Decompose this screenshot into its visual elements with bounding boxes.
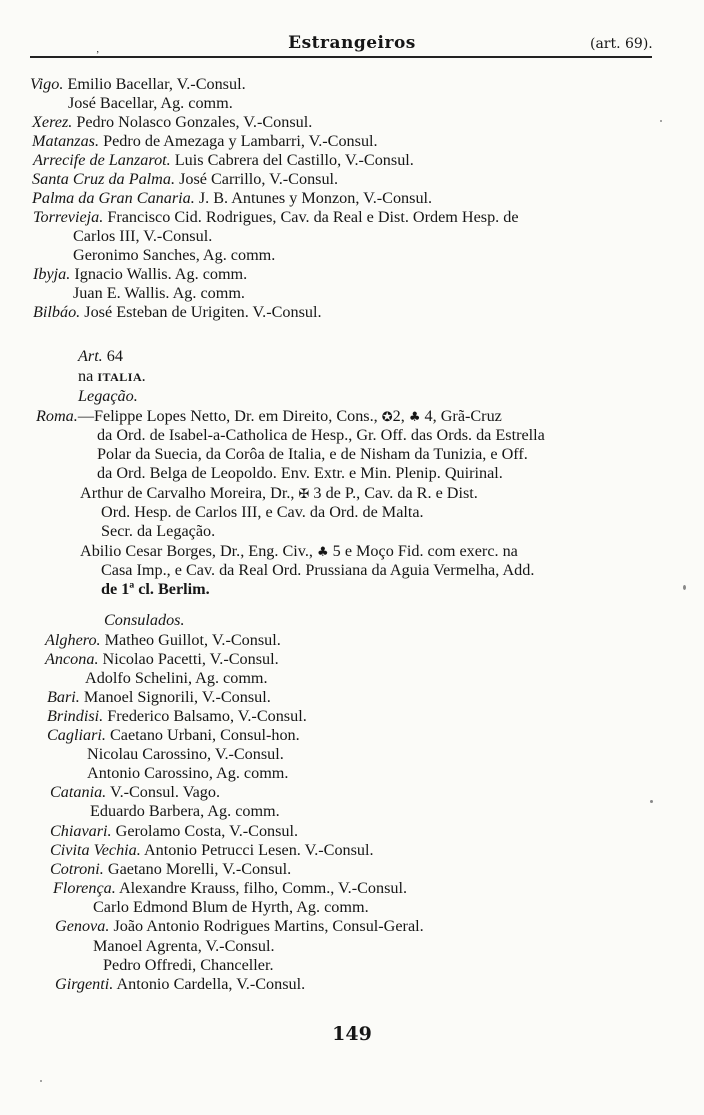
text-line [32, 189, 432, 208]
header-rule [30, 56, 652, 58]
entry-text: Antonio Carossino, Ag. comm. [87, 764, 289, 782]
text-line [32, 132, 378, 151]
text-line [90, 802, 280, 821]
place-name: Santa Cruz da Palma. [32, 170, 176, 188]
entry-text: Pedro Nolasco Gonzales, V.-Consul. [72, 113, 313, 131]
entry-text: 4, Grã-Cruz [420, 407, 502, 425]
entry-text: Ord. Hesp. de Carlos III, e Cav. da Ord. de Malta. [101, 503, 424, 521]
place-name: Brindisi. [47, 707, 104, 725]
entry-text: J. B. Antunes y Monzon, V.-Consul. [194, 189, 433, 207]
scan-speck [40, 1080, 42, 1082]
text-line [78, 387, 138, 406]
entry-text: Frederico Balsamo, V.-Consul. [103, 707, 307, 725]
entry-text: Francisco Cid. Rodrigues, Cav. da Real e Dist. Ordem Hesp. de [103, 208, 519, 226]
text-line [33, 151, 414, 170]
text-line [78, 347, 123, 366]
entry-text: Carlo Edmond Blum de Hyrth, Ag. comm. [93, 898, 369, 916]
text-line [78, 367, 146, 387]
text-line [33, 303, 322, 322]
text-line [85, 669, 268, 688]
text-line [97, 426, 545, 445]
place-name: Girgenti. [55, 975, 114, 993]
entry-text: Adolfo Schelini, Ag. comm. [85, 669, 268, 687]
text-line [101, 580, 210, 599]
place-name: Xerez. [32, 113, 73, 131]
scan-speck [660, 120, 662, 122]
entry-text: José Bacellar, Ag. comm. [68, 94, 233, 112]
entry-text: Antonio Cardella, V.-Consul. [113, 975, 306, 993]
text-line [101, 503, 424, 522]
text-line [47, 726, 300, 745]
place-name: Florença. [53, 879, 116, 897]
entry-text: Polar da Suecia, da Corôa de Italia, e de Nisham da Tunizia, e Off. [97, 445, 528, 463]
place-name: Catania. [50, 783, 107, 801]
text-line [50, 841, 374, 860]
text-line [50, 860, 291, 879]
entry-text: na [78, 367, 98, 385]
text-line [101, 561, 534, 580]
place-name: Ancona. [45, 650, 99, 668]
text-line [93, 937, 275, 956]
entry-text: João Antonio Rodrigues Martins, Consul-Geral. [109, 917, 424, 935]
entry-text: José Carrillo, V.-Consul. [175, 170, 339, 188]
entry-text: Pedro de Amezaga y Lambarri, V.-Consul. [99, 132, 378, 150]
text-line [30, 75, 246, 94]
place-name: Chiavari. [50, 822, 112, 840]
entry-text: 5 e Moço Fid. com exerc. na [328, 542, 518, 560]
entry-text: Arthur de Carvalho Moreira, Dr., [80, 484, 299, 502]
place-name: Vigo. [30, 75, 64, 93]
place-name: Matanzas. [32, 132, 100, 150]
entry-text: Eduardo Barbera, Ag. comm. [90, 802, 280, 820]
entry-text: Secr. da Legação. [101, 522, 216, 540]
text-line [80, 542, 518, 562]
text-line [73, 227, 212, 246]
text-line [55, 975, 305, 994]
order-decoration-icon: ♣ [408, 410, 421, 425]
entry-text: Casa Imp., e Cav. da Real Ord. Prussiana da Aguia Vermelha, Add. [101, 561, 535, 579]
place-name: Cotroni. [50, 860, 104, 878]
entry-text: da Ord. Belga de Leopoldo. Env. Extr. e Min. Plenip. Quirinal. [97, 464, 503, 482]
place-name: Genova. [55, 917, 110, 935]
place-name: Ibyja. [33, 265, 71, 283]
order-decoration-icon: ♣ [316, 545, 329, 560]
entry-text: Antonio Petrucci Lesen. V.-Consul. [140, 841, 374, 859]
entry-text: —Felippe Lopes Netto, Dr. em Direito, Cons., [77, 407, 382, 425]
text-line [55, 917, 424, 936]
entry-text: Ignacio Wallis. Ag. comm. [70, 265, 248, 283]
place-name: Art. [78, 347, 103, 365]
place-name: Alghero. [45, 631, 101, 649]
entry-text: Carlos III, V.-Consul. [73, 227, 213, 245]
page-number: 149 [332, 1023, 372, 1045]
text-line [104, 611, 185, 630]
entry-text: Alexandre Krauss, filho, Comm., V.-Consul. [115, 879, 408, 897]
place-name: Palma da Gran Canaria. [32, 189, 195, 207]
text-line [97, 445, 528, 464]
text-line [36, 407, 502, 427]
text-line [47, 707, 307, 726]
running-header-article-ref: (art. 69). [590, 36, 653, 52]
text-line [47, 688, 271, 707]
entry-text: Manoel Signorili, V.-Consul. [79, 688, 271, 706]
text-line [32, 170, 338, 189]
text-line [87, 745, 284, 764]
running-header-title: Estrangeiros [288, 33, 416, 53]
place-name: Consulados. [104, 611, 185, 629]
text-line [32, 113, 312, 132]
entry-text: Emilio Bacellar, V.-Consul. [63, 75, 246, 93]
place-name: Cagliari. [47, 726, 106, 744]
text-line [50, 822, 298, 841]
text-line [45, 650, 279, 669]
place-name: Civita Vechia. [50, 841, 141, 859]
text-line [33, 208, 519, 227]
text-line [103, 956, 274, 975]
entry-text: da Ord. de Isabel-a-Catholica de Hesp., Gr. Off. das Ords. da Estrella [97, 426, 545, 444]
entry-text: 2, [392, 407, 409, 425]
place-name: Roma. [36, 407, 78, 425]
place-name: Bilbáo. [33, 303, 81, 321]
bold-text: de 1ª cl. Berlim. [101, 580, 210, 598]
entry-text: Nicolau Carossino, V.-Consul. [87, 745, 284, 763]
text-line [87, 764, 288, 783]
entry-text: Manoel Agrenta, V.-Consul. [93, 937, 275, 955]
entry-text: José Esteban de Urigiten. V.-Consul. [80, 303, 322, 321]
entry-text: Juan E. Wallis. Ag. comm. [73, 284, 245, 302]
entry-text: Luis Cabrera del Castillo, V.-Consul. [170, 151, 414, 169]
text-line [97, 464, 503, 483]
scan-speck [650, 800, 653, 803]
place-name: Torrevieja. [33, 208, 104, 226]
entry-text: V.-Consul. Vago. [106, 783, 221, 801]
text-line [53, 879, 407, 898]
header-tick-mark: ‚ [96, 44, 100, 55]
place-name: Arrecife de Lanzarot. [33, 151, 171, 169]
text-line [68, 94, 233, 113]
order-decoration-icon: ✪ [381, 410, 393, 425]
entry-text: Nicolao Pacetti, V.-Consul. [98, 650, 279, 668]
entry-text: Geronimo Sanches, Ag. comm. [73, 246, 276, 264]
place-name: Bari. [47, 688, 80, 706]
text-line [101, 522, 215, 541]
scan-speck [683, 585, 686, 590]
entry-text: Caetano Urbani, Consul-hon. [105, 726, 300, 744]
place-name: Legação. [78, 387, 138, 405]
entry-text: Matheo Guillot, V.-Consul. [100, 631, 281, 649]
order-decoration-icon: ✠ [298, 487, 310, 502]
text-line [73, 246, 275, 265]
entry-text: Pedro Offredi, Chanceller. [103, 956, 274, 974]
text-line [73, 284, 245, 303]
text-line [50, 783, 220, 802]
text-line [93, 898, 369, 917]
text-line [80, 484, 478, 504]
entry-text: 3 de P., Cav. da R. e Dist. [309, 484, 478, 502]
country-heading: ITALIA. [97, 370, 146, 384]
entry-text: Abilio Cesar Borges, Dr., Eng. Civ., [80, 542, 317, 560]
entry-text: 64 [102, 347, 123, 365]
entry-text: Gaetano Morelli, V.-Consul. [103, 860, 292, 878]
entry-text: Gerolamo Costa, V.-Consul. [111, 822, 299, 840]
text-line [33, 265, 247, 284]
text-line [45, 631, 281, 650]
